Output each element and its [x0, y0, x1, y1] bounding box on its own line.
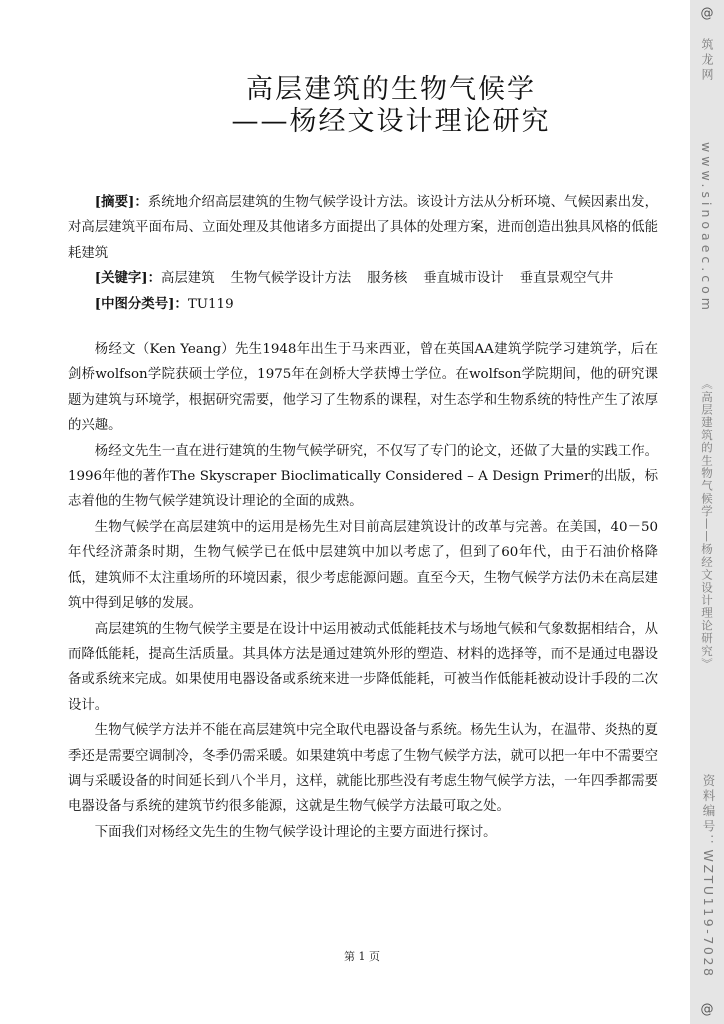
- keyword: 服务核: [367, 271, 408, 287]
- watermark-sidebar: [690, 0, 724, 1024]
- doc-code: 资料编号：WZTU119-7028: [701, 774, 716, 979]
- site-url: www.sinoaec.com: [699, 142, 714, 314]
- classification-value: TU119: [187, 296, 234, 312]
- page-number: 第 1 页: [344, 950, 380, 963]
- at-symbol-top: @: [700, 6, 714, 21]
- body-paragraph: 生物气候学方法并不能在高层建筑中完全取代电器设备与系统。杨先生认为，在温带、炎热的夏季还是需要空调制冷，冬季仍需采暖。如果建筑中考虑了生物气候学方法，就可以把一年中不需要空调与采暖设备的时间延长到八个半月，这样，就能比那些没有考虑生物气候学方法，一年四季都需要电器设备与系统的建筑节约很多能源，这就是生物气候学方法最可取之处。: [68, 723, 658, 815]
- body-paragraph: 杨经文先生一直在进行建筑的生物气候学研究，不仅写了专门的论文，还做了大量的实践工作。1996年他的著作The Skyscraper Bioclimatically Considered – A Design Primer的出版，标志着他的生物气候学建筑设计理论的全面的成熟。: [68, 443, 658, 510]
- classification: [68, 292, 658, 317]
- abstract: [68, 190, 658, 266]
- title-line-2: ——杨经文设计理论研究: [231, 106, 551, 137]
- body-paragraph: 生物气候学在高层建筑中的运用是杨先生对目前高层建筑设计的改革与完善。在美国，40－50年代经济萧条时期，生物气候学已在低中层建筑中加以考虑了，但到了60年代，由于石油价格降低，建筑师不太注重场所的环境因素，很少考虑能源问题。直至今天，生物气候学方法仍未在高层建筑中得到足够的发展。: [68, 519, 658, 612]
- site-name: 筑龙网: [700, 38, 714, 83]
- keywords-label: [关键字]：: [94, 270, 162, 287]
- sidebar-doc-title: 《高层建筑的生物气候学——杨经文设计理论研究》: [700, 378, 714, 671]
- keyword: 垂直景观空气井: [519, 271, 614, 287]
- keyword: 高层建筑: [161, 271, 215, 287]
- document-body: [68, 190, 658, 845]
- body-paragraph: 下面我们对杨经文先生的生物气候学设计理论的主要方面进行探讨。: [94, 824, 497, 840]
- keyword: 垂直城市设计: [423, 271, 504, 287]
- at-symbol-bottom: @: [700, 1002, 714, 1017]
- abstract-text: 系统地介绍高层建筑的生物气候学设计方法。该设计方法从分析环境、气候因素出发，对高层建筑平面布局、立面处理及其他诸多方面提出了具体的处理方案，进而创造出独具风格的低能耗建筑: [68, 195, 659, 261]
- keywords: [68, 266, 658, 291]
- classification-label: [中图分类号]：: [94, 295, 188, 312]
- keyword: 生物气候学设计方法: [230, 271, 352, 287]
- title-line-1: 高层建筑的生物气候学: [246, 74, 536, 105]
- body-paragraph: 高层建筑的生物气候学主要是在设计中运用被动式低能耗技术与场地气候和气象数据相结合，从而降低能耗，提高生活质量。其具体方法是通过建筑外形的塑造、材料的选择等，而不是通过电器设备或系统来完成。如果使用电器设备或系统来进一步降低能耗，可被当作低能耗被动设计手段的二次设计。: [68, 621, 658, 713]
- body-paragraph: 杨经文（Ken Yeang）先生1948年出生于马来西亚，曾在英国AA建筑学院学习建筑学，后在剑桥wolfson学院获硕士学位，1975年在剑桥大学获博士学位。在wolfson学院期间，他的研究课题为建筑与环境学，根据研究需要，他学习了生物系的课程，对生态学和生物系统的特性产生了浓厚的兴趣。: [68, 342, 658, 434]
- document-title: [0, 74, 724, 138]
- abstract-label: [摘要]：: [94, 194, 148, 210]
